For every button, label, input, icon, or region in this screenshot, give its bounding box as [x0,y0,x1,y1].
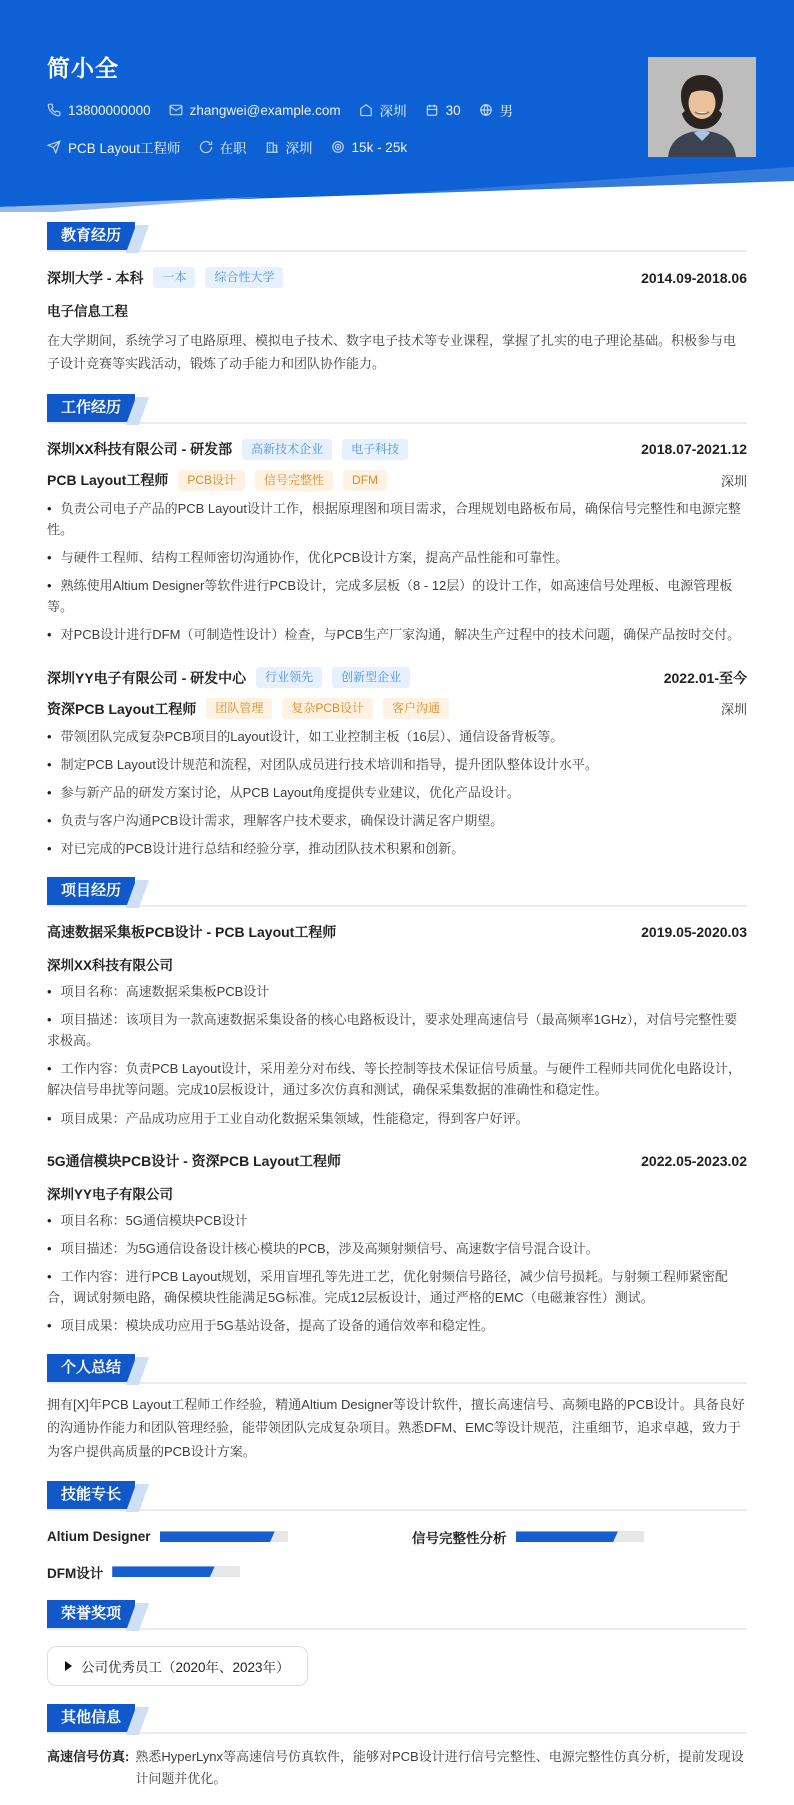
email-value: zhangwei@example.com [189,102,341,118]
project-company: 深圳YY电子有限公司 [47,1186,174,1202]
resume-header [0,0,794,212]
age-item [425,103,461,118]
target-position-value: PCB Layout工程师 [68,141,181,156]
skills-grid [47,1527,747,1582]
skill-bar-fill [160,1531,275,1542]
job-status-value: 在职 [219,141,247,156]
section-title-work: 工作经历 [47,394,135,422]
project-date: 2022.05-2023.02 [641,1152,747,1169]
section-title-projects: 项目经历 [47,877,135,905]
company-name: 深圳XX科技有限公司 - 研发部 [47,441,233,458]
gender-icon [479,103,493,117]
email-item [169,103,341,118]
other-info-row [47,1746,747,1790]
home-city-item [359,100,407,120]
section-education [47,222,747,252]
summary-text: 拥有[X]年PCB Layout工程师工作经验，精通Altium Designer等设计软件，擅长高速信号、高频电路的PCB设计。具备良好的沟通协作能力和团队管理经验，能带领团队完成复杂项目。熟悉DFM、EMC等设计规范，注重细节，追求卓越，致力于为客户提供高质量的PCB设计方案。 [47,1396,745,1459]
work-location: 深圳 [720,473,747,489]
skill-item [47,1562,382,1582]
education-date: 2014.09-2018.06 [641,269,747,286]
award-label: 公司优秀员工（2020年、2023年） [81,1659,290,1675]
phone-icon [47,103,61,117]
role-tag: DFM [343,470,387,491]
project-bullet: • 项目名称：高速数据采集板PCB设计 [47,981,747,1002]
work-bullet: • 对已完成的PCB设计进行总结和经验分享，推动团队技术积累和创新。 [47,838,747,859]
section-projects [47,877,747,907]
company-tag: 创新型企业 [332,667,410,688]
phone-value: 13800000000 [68,102,151,118]
gender-item [479,100,514,120]
work-entry [47,439,747,460]
play-icon [65,1661,72,1671]
project-bullet: • 项目成果：模块成功应用于5G基站设备，提高了设备的通信效率和稳定性。 [47,1315,747,1336]
status-icon [199,140,213,154]
work-bullet: • 负责公司电子产品的PCB Layout设计工作，根据原理图和项目需求，合理规划电路板布局，确保信号完整性和电源完整性。 [47,498,747,540]
project-date: 2019.05-2020.03 [641,924,747,941]
contact-row [47,100,747,120]
profile-photo [648,57,756,157]
salary-value: 15k - 25k [351,139,408,155]
skill-item [47,1527,382,1547]
role-tag: 信号完整性 [255,470,333,491]
age-value: 30 [445,102,461,118]
role-tag: 客户沟通 [383,698,449,719]
other-info-label: 高速信号仿真: [47,1748,130,1764]
salary-item [331,140,408,155]
project-bullet: • 项目成果：产品成功应用于工业自动化数据采集领域，性能稳定，得到客户好评。 [47,1108,747,1129]
skill-bar [516,1531,644,1542]
school-tag: 一本 [153,267,195,288]
education-entry [47,267,747,288]
section-title-other: 其他信息 [47,1704,135,1732]
work-bullet: • 参与新产品的研发方案讨论，从PCB Layout角度提供专业建议，优化产品设计。 [47,782,747,803]
company-name: 深圳YY电子有限公司 - 研发中心 [47,669,247,686]
project-entry [47,1151,747,1171]
job-status-item [199,137,247,157]
age-icon [425,103,439,117]
email-icon [169,103,183,117]
project-bullet: • 项目描述：为5G通信设备设计核心模块的PCB，涉及高频射频信号、高速数字信号混合设计。 [47,1238,747,1259]
section-other [47,1704,747,1734]
skill-name: DFM设计 [47,1565,104,1581]
award-expand-button[interactable] [47,1646,308,1686]
other-info-text: 熟悉HyperLynx等高速信号仿真软件，能够对PCB设计进行信号完整性、电源完整性仿真分析，提前发现设计问题并优化。 [135,1748,744,1787]
skill-name: 信号完整性分析 [412,1530,507,1546]
section-summary [47,1354,747,1384]
project-bullet: • 工作内容：进行PCB Layout规划，采用盲埋孔等先进工艺，优化射频信号路径，减少信号损耗。与射频工程师紧密配合，调试射频电路，确保模块性能满足5G标准。完成12层板设计，通过严格的EMC（电磁兼容性）测试。 [47,1266,747,1308]
work-location: 深圳 [720,702,747,718]
role-name: PCB Layout工程师 [47,472,169,489]
project-bullet: • 工作内容：负责PCB Layout设计，采用差分对布线、等长控制等技术保证信号质量。与硬件工程师共同优化电路设计，解决信号串扰等问题。完成10层板设计，通过多次仿真和测试，确保采集数据的准确性和稳定性。 [47,1058,747,1100]
project-bullet: • 项目描述：该项目为一款高速数据采集设备的核心电路板设计，要求处理高速信号（最高频率1GHz），对信号完整性要求极高。 [47,1009,747,1051]
home-city-value: 深圳 [379,104,407,119]
work-bullet: • 与硬件工程师、结构工程师密切沟通协作，优化PCB设计方案，提高产品性能和可靠性。 [47,547,747,568]
city-icon [265,140,279,154]
skill-item [412,1527,747,1547]
target-position-item [47,137,181,157]
section-skills [47,1481,747,1511]
skill-bar [112,1566,240,1577]
section-title-skills: 技能专长 [47,1481,135,1509]
work-entry [47,667,747,688]
work-city-item [265,137,313,157]
position-icon [47,140,61,154]
project-bullet: • 项目名称：5G通信模块PCB设计 [47,1210,747,1231]
job-intent-row [47,137,747,157]
education-description: 在大学期间，系统学习了电路原理、模拟电子技术、数字电子技术等专业课程，掌握了扎实的电子理论基础。积极参与电子设计竞赛等实践活动，锻炼了动手能力和团队协作能力。 [47,333,737,372]
project-company: 深圳XX科技有限公司 [47,958,174,974]
work-role-row [47,470,747,491]
school-name: 深圳大学 - 本科 [47,269,144,286]
section-title-honors: 荣誉奖项 [47,1600,135,1628]
work-bullet: • 制定PCB Layout设计规范和流程，对团队成员进行技术培训和指导，提升团队整体设计水平。 [47,754,747,775]
section-title-education: 教育经历 [47,222,135,250]
project-entry [47,922,747,942]
skill-bar-fill [516,1531,618,1542]
project-title: 5G通信模块PCB设计 - 资深PCB Layout工程师 [47,1152,342,1169]
skill-bar-fill [112,1566,214,1577]
section-work [47,394,747,424]
section-honors [47,1600,747,1630]
role-name: 资深PCB Layout工程师 [47,700,197,717]
section-title-summary: 个人总结 [47,1354,135,1382]
role-tag: 复杂PCB设计 [282,698,373,719]
work-date: 2022.01-至今 [663,669,747,686]
company-tag: 高新技术企业 [242,439,332,460]
company-tag: 电子科技 [342,439,408,460]
role-tag: 团队管理 [206,698,272,719]
salary-icon [331,140,345,154]
work-bullet: • 熟练使用Altium Designer等软件进行PCB设计，完成多层板（8 - 12层）的设计工作，如高速信号处理板、电源管理板等。 [47,575,747,617]
phone-item [47,103,151,118]
work-date: 2018.07-2021.12 [641,441,747,458]
school-tag: 综合性大学 [205,267,283,288]
work-bullet: • 带领团队完成复杂PCB项目的Layout设计，如工业控制主板（16层）、通信设备背板等。 [47,726,747,747]
work-bullet: • 对PCB设计进行DFM（可制造性设计）检查，与PCB生产厂家沟通，解决生产过程中的技术问题，确保产品按时交付。 [47,624,747,645]
major-name: 电子信息工程 [47,304,128,319]
skill-name: Altium Designer [47,1529,151,1545]
role-tag: PCB设计 [178,470,245,491]
company-tag: 行业领先 [256,667,322,688]
candidate-name: 简小全 [47,55,119,81]
project-title: 高速数据采集板PCB设计 - PCB Layout工程师 [47,924,337,941]
gender-value: 男 [499,104,514,119]
skill-bar [160,1531,288,1542]
work-role-row [47,698,747,719]
work-bullet: • 负责与客户沟通PCB设计需求，理解客户技术要求，确保设计满足客户期望。 [47,810,747,831]
work-city-value: 深圳 [285,141,313,156]
home-icon [359,103,373,117]
